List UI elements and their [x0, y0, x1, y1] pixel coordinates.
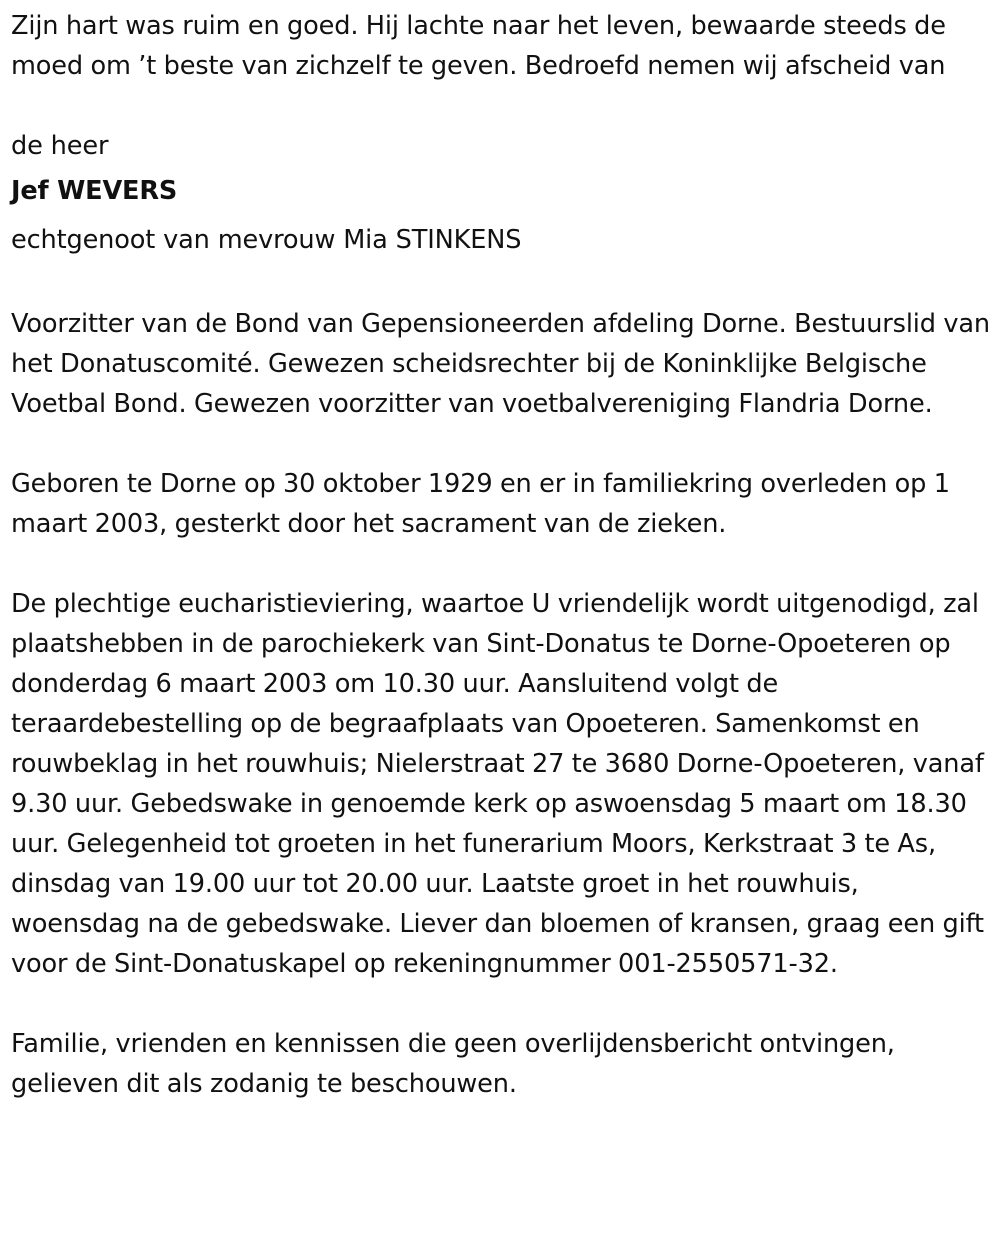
spacer: [11, 424, 990, 464]
functions-paragraph: Voorzitter van de Bond van Gepensioneerden afdeling Dorne. Bestuurslid van het Donatuscomité. Gewezen scheidsrechter bij de Koninklijke Belgische Voetbal Bond. Gewezen voorzitter van voetbalvereniging Flandria Dorne.: [11, 309, 990, 419]
deceased-name: Jef WEVERS: [11, 176, 178, 206]
spacer: [11, 86, 990, 126]
intro-paragraph: Zijn hart was ruim en goed. Hij lachte naar het leven, bewaarde steeds de moed om ’t beste van zichzelf te geven. Bedroefd nemen wij afscheid van: [11, 11, 946, 81]
birth-death-paragraph: Geboren te Dorne op 30 oktober 1929 en er in familiekring overleden op 1 maart 2003, gesterkt door het sacrament van de zieken.: [11, 469, 950, 539]
spouse-line: echtgenoot van mevrouw Mia STINKENS: [11, 225, 522, 255]
spacer: [11, 984, 990, 1024]
spacer: [11, 544, 990, 584]
honorific: de heer: [11, 131, 109, 161]
spacer: [11, 264, 990, 304]
ceremony-paragraph: De plechtige eucharistieviering, waartoe U vriendelijk wordt uitgenodigd, zal plaatshebben in de parochiekerk van Sint-Donatus te Dorne-Opoeteren op donderdag 6 maart 2003 om 10.30 uur. Aansluitend volgt de teraardebestelling op de begraafplaats van Opoeteren. Samenkomst en rouwbeklag in het rouwhuis; Nielerstraat 27 te 3680 Dorne-Opoeteren, vanaf 9.30 uur. Gebedswake in genoemde kerk op aswoensdag 5 maart om 18.30 uur. Gelegenheid tot groeten in het funerarium Moors, Kerkstraat 3 te As, dinsdag van 19.00 uur tot 20.00 uur. Laatste groet in het rouwhuis, woensdag na de gebedswake. Liever dan bloemen of kransen, graag een gift voor de Sint-Donatuskapel op rekeningnummer 001-2550571-32.: [11, 589, 984, 979]
closing-paragraph: Familie, vrienden en kennissen die geen overlijdensbericht ontvingen, gelieven dit als zodanig te beschouwen.: [11, 1029, 895, 1099]
